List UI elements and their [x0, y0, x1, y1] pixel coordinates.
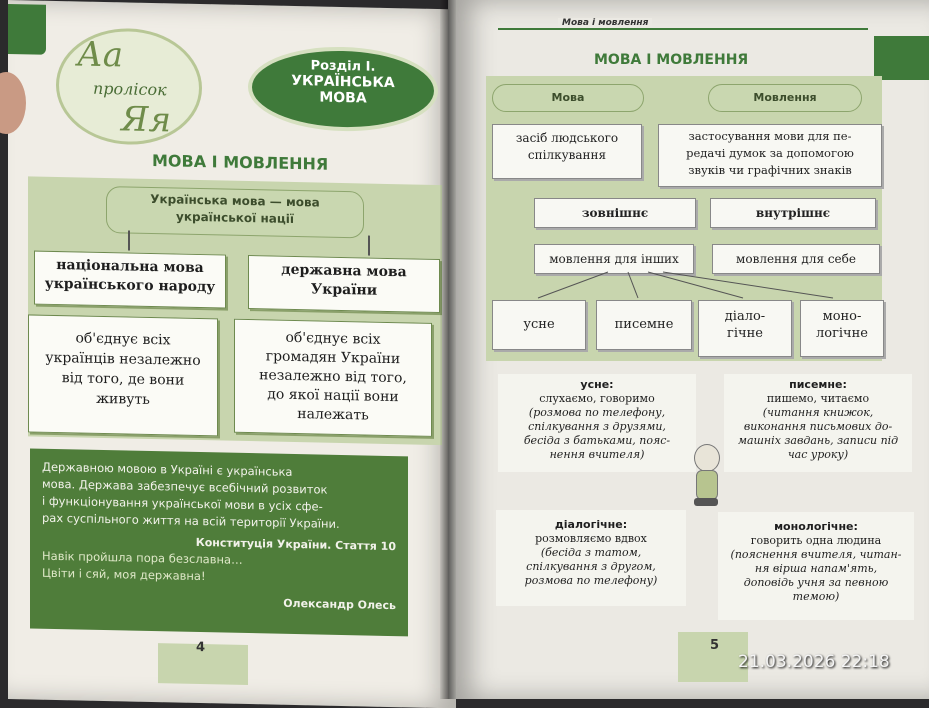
top-box-line1: Українська мова — мова	[150, 191, 320, 210]
type-pysemne: писемне	[596, 300, 692, 350]
type-monolohichne-line: моно-	[822, 309, 862, 324]
state-line1: державна мова	[281, 261, 407, 281]
constitution-quote-panel	[30, 448, 408, 636]
type-connectors	[488, 270, 878, 302]
section-title-line2: МОВА	[319, 89, 367, 107]
note-dialohichne-plain: розмовляємо вдвох	[535, 532, 647, 545]
national-description-box	[28, 314, 218, 436]
note-usne-plain: слухаємо, говоримо	[539, 392, 655, 405]
book-spine	[440, 0, 456, 699]
note-usne-line: спілкування з друзями,	[528, 420, 666, 433]
movlennia-pill: Мовлення	[708, 84, 862, 112]
proliski-logo	[56, 27, 202, 146]
quote-line: мова. Держава забезпечує всебічний розвиток	[42, 476, 328, 497]
logo-word: пролісок	[93, 78, 167, 100]
type-usne: усне	[492, 300, 586, 350]
top-box-line2: української нації	[176, 209, 294, 226]
photo-timestamp: 21.03.2026 22:18	[738, 652, 890, 672]
arrow-left	[128, 231, 130, 251]
note-monolohichne-line: ня вірша напам'ять,	[754, 562, 878, 575]
national-line2: українського народу	[44, 275, 216, 296]
dlia-inshykh-box: мовлення для інших	[534, 244, 694, 274]
dlia-sebe-box: мовлення для себе	[712, 244, 880, 274]
right-heading: МОВА І МОВЛЕННЯ	[594, 52, 749, 68]
vnutrishnie-box: внутрішнє	[710, 198, 876, 228]
left-page-number: 4	[196, 639, 206, 656]
zastosuvannia-line: редачі думок за допомогою	[686, 146, 854, 160]
type-monolohichne	[800, 300, 884, 357]
note-monolohichne-line: темою)	[792, 590, 840, 603]
arrow-right	[368, 236, 370, 256]
state-desc-line: до якої нації вони	[267, 386, 399, 406]
state-desc-line: належать	[297, 406, 369, 424]
state-language-box	[248, 255, 440, 313]
poem-line: Цвіти і сяй, моя державна!	[42, 565, 206, 584]
note-dialohichne-line: (бесіда з татом,	[540, 546, 642, 559]
left-corner-tab	[8, 4, 46, 55]
note-monolohichne-title: монологічне:	[774, 520, 858, 533]
right-page	[448, 0, 929, 699]
state-desc-line: незалежно від того,	[259, 367, 407, 387]
poem-author: Олександр Олесь	[283, 596, 396, 613]
note-pysemne-line: виконання письмових до-	[743, 420, 893, 433]
type-dialohichne	[698, 300, 792, 357]
national-language-box	[34, 251, 226, 309]
right-corner-tab	[874, 36, 929, 80]
state-line2: України	[310, 281, 378, 299]
national-desc-line: українців незалежно	[45, 349, 201, 370]
right-page-number: 5	[710, 638, 720, 653]
note-dialohichne-line: розмова по телефону)	[524, 574, 658, 587]
note-usne-line: нення вчителя)	[549, 448, 645, 461]
quote-source: Конституція України. Стаття 10	[195, 535, 396, 554]
left-heading: МОВА І МОВЛЕННЯ	[152, 151, 329, 174]
note-monolohichne	[718, 520, 914, 604]
quote-line: Державною мовою в Україні є українська	[42, 459, 293, 479]
logo-aa: Аа	[77, 34, 124, 76]
note-pysemne-plain: пишемо, читаємо	[766, 392, 870, 405]
top-definition-box	[106, 186, 364, 238]
zastosuvannia-line: застосування мови для пе-	[688, 129, 852, 143]
zovnishnie-box: зовнішнє	[534, 198, 696, 228]
note-monolohichne-line: (пояснення вчителя, читан-	[730, 548, 902, 561]
state-desc-line: об'єднує всіх	[285, 329, 381, 348]
note-monolohichne-plain: говорить одна людина	[750, 534, 882, 547]
zasib-line: засіб людського	[515, 131, 619, 145]
type-dialohichne-line: гічне	[727, 326, 763, 341]
section-number: Розділ І.	[310, 58, 376, 75]
note-usne-line: бесіда з батьками, пояс-	[523, 434, 671, 447]
note-dialohichne-line: спілкування з другом,	[526, 560, 656, 573]
left-page	[8, 0, 456, 708]
right-running-header: Мова і мовлення	[558, 18, 652, 28]
note-usne-line: (розмова по телефону,	[528, 406, 666, 419]
note-pysemne-line: машніх завдань, записи під	[737, 434, 899, 447]
zasib-box	[492, 124, 642, 179]
note-pysemne	[724, 378, 912, 462]
section-badge	[248, 45, 438, 133]
type-dialohichne-line: діало-	[724, 309, 766, 324]
type-monolohichne-line: логічне	[815, 326, 868, 341]
national-desc-line: від того, де вони	[61, 370, 185, 389]
zastosuvannia-box	[658, 124, 882, 187]
national-line1: національна мова	[56, 257, 204, 277]
left-diagram-panel	[28, 176, 442, 445]
mova-pill: Мова	[492, 84, 644, 112]
section-title-line1: УКРАЇНСЬКА	[291, 72, 395, 92]
note-usne	[498, 378, 696, 462]
quote-line: рах суспільного життя на всій території України.	[42, 510, 340, 531]
note-dialohichne-title: діалогічне:	[554, 518, 628, 531]
state-description-box	[234, 319, 432, 437]
child-illustration	[686, 444, 726, 508]
note-dialohichne	[496, 518, 686, 588]
right-header-rule	[498, 16, 868, 30]
zasib-line: спілкування	[527, 148, 607, 162]
national-desc-line: живуть	[96, 390, 150, 408]
zastosuvannia-line: звуків чи графічних знаків	[688, 163, 852, 177]
national-desc-line: об'єднує всіх	[75, 330, 171, 349]
poem-line: Навік пройшла пора безславна…	[42, 548, 243, 567]
note-pysemne-line: (читання книжок,	[762, 406, 874, 419]
quote-line: і функціонування української мови в усіх сфе-	[42, 493, 323, 514]
state-desc-line: громадян України	[265, 348, 401, 368]
note-usne-title: усне:	[580, 378, 614, 391]
note-pysemne-title: писемне:	[789, 378, 847, 391]
note-monolohichne-line: доповідь учня за певною	[743, 576, 889, 589]
note-pysemne-line: час уроку)	[787, 448, 849, 461]
logo-yaya: Яя	[121, 99, 171, 141]
